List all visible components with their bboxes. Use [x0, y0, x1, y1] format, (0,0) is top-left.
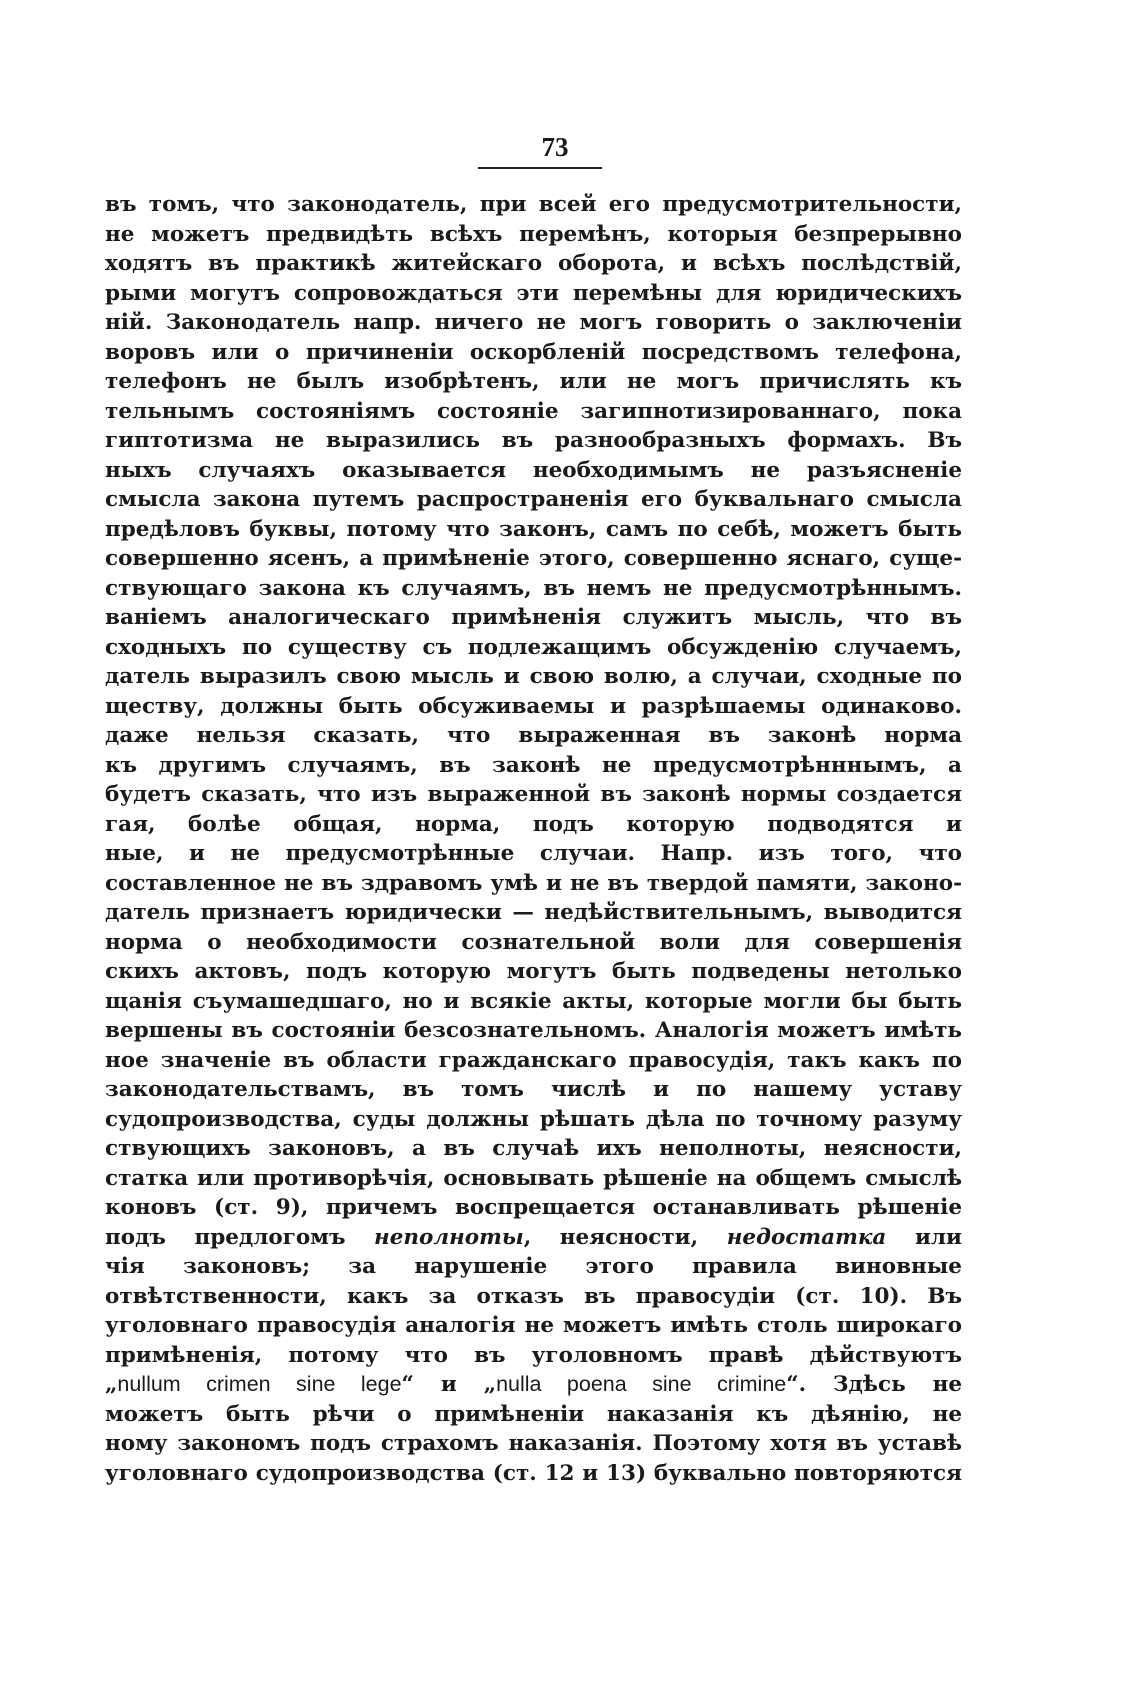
text-line: тельнымъ состояніямъ состояніе загипнотизированнаго, пока: [105, 398, 962, 424]
text-line: коновъ (ст. 9), причемъ воспрещается останавливать рѣшеніе: [105, 1195, 962, 1220]
text-line: датель выразилъ свою мысль и свою волю, а случаи, сходные по: [105, 664, 962, 689]
body-text: [105, 190, 962, 1488]
latin-maxim: nulla poena sine crimine: [496, 1372, 787, 1396]
italic-term: неполноты: [374, 1224, 524, 1250]
italic-term: недостатка: [726, 1224, 887, 1250]
text-line: ществу, должны быть обсуживаемы и разрѣшаемы одинаково.: [105, 693, 962, 719]
text-line: ній. Законодатель напр. ничего не могъ говорить о заключеніи: [105, 310, 962, 335]
text-line: ные, и не предусмотрѣнные случаи. Напр. изъ того, что: [105, 841, 962, 866]
text-line: щанія съумашедшаго, но и всякіе акты, которые могли бы быть: [105, 988, 962, 1014]
text-line: телефонъ не былъ изобрѣтенъ, или не могъ причислять къ: [105, 369, 962, 394]
text-line: примѣненія, потому что въ уголовномъ правѣ дѣйствуютъ: [105, 1342, 962, 1368]
text-fragment: “. Здѣсь не: [786, 1372, 962, 1397]
text-line: скихъ актовъ, подъ которую могутъ быть подведены нетолько: [105, 959, 962, 984]
text-line: ному закономъ подъ страхомъ наказанія. Поэтому хотя въ уставѣ: [105, 1431, 962, 1456]
text-line: отвѣтственности, какъ за отказъ въ правосудіи (ст. 10). Въ: [105, 1283, 962, 1309]
text-line-with-latin: [105, 1370, 962, 1400]
text-line: смысла закона путемъ распространенія его буквальнаго смысла: [105, 487, 962, 512]
text-line: ныхъ случаяхъ оказывается необходимымъ не разъясненіе: [105, 457, 962, 483]
text-line: ствующаго закона къ случаямъ, въ немъ не предусмотрѣннымъ.: [105, 575, 962, 601]
text-line: законодательствамъ, въ томъ числѣ и по нашему уставу: [105, 1077, 962, 1102]
text-line: ваніемъ аналогическаго примѣненія служитъ мысль, что въ: [105, 605, 962, 630]
text-fragment: или: [914, 1224, 962, 1250]
text-line: уголовнаго судопроизводства (ст. 12 и 13) буквально повторяются: [105, 1460, 962, 1486]
header-rule: [478, 167, 602, 169]
text-line: не можетъ предвидѣть всѣхъ перемѣнъ, которыя безпрерывно: [105, 221, 962, 247]
text-line: чія законовъ; за нарушеніе этого правила виновные: [105, 1254, 962, 1279]
text-line: совершенно ясенъ, а примѣненіе этого, совершенно яснаго, суще-: [105, 546, 962, 571]
text-line: воровъ или о причиненіи оскорбленій посредствомъ телефона,: [105, 339, 962, 365]
text-line: даже нельзя сказать, что выраженная въ законѣ норма: [105, 723, 962, 748]
text-fragment: “ и „: [401, 1372, 497, 1397]
text-line: вершены въ состояніи безсознательномъ. Аналогія можетъ имѣть: [105, 1018, 962, 1043]
text-line: можетъ быть рѣчи о примѣненіи наказанія къ дѣянію, не: [105, 1401, 962, 1427]
text-fragment: , неясности,: [523, 1224, 727, 1250]
text-line: въ томъ, что законодатель, при всей его предусмотрительности,: [105, 192, 962, 217]
text-line: гая, болѣе общая, норма, подъ которую подводятся и: [105, 811, 962, 837]
text-line: гиптотизма не выразились въ разнообразныхъ формахъ. Въ: [105, 428, 962, 453]
text-line-with-italics: [105, 1223, 962, 1253]
text-line: сходныхъ по существу съ подлежащимъ обсужденію случаемъ,: [105, 634, 962, 660]
text-line: судопроизводства, суды должны рѣшать дѣла по точному разуму: [105, 1106, 962, 1132]
text-line: будетъ сказать, что изъ выраженной въ законѣ нормы создается: [105, 782, 962, 807]
text-fragment: „: [105, 1372, 118, 1397]
text-fragment: подъ предлогомъ: [105, 1224, 375, 1250]
text-line: ствующихъ законовъ, а въ случаѣ ихъ неполноты, неясности,: [105, 1136, 962, 1161]
text-line: составленное не въ здравомъ умѣ и не въ твердой памяти, законо-: [105, 870, 962, 896]
text-line: датель признаетъ юридически — недѣйствительнымъ, выводится: [105, 900, 962, 925]
text-line: ходятъ въ практикѣ житейскаго оборота, и всѣхъ послѣдствій,: [105, 251, 962, 276]
text-line: уголовнаго правосудія аналогія не можетъ имѣть столь широкаго: [105, 1313, 962, 1338]
text-line: рыми могутъ сопровождаться эти перемѣны для юридическихъ: [105, 280, 962, 306]
text-line: къ другимъ случаямъ, въ законѣ не предусмотрѣнннымъ, а: [105, 752, 962, 778]
text-line: норма о необходимости сознательной воли для совершенія: [105, 929, 962, 955]
text-line: статка или противорѣчія, основывать рѣшеніе на общемъ смыслѣ: [105, 1165, 962, 1191]
latin-maxim: nullum crimen sine lege: [117, 1372, 402, 1396]
text-line: ное значеніе въ области гражданскаго правосудія, такъ какъ по: [105, 1047, 962, 1073]
page-number: 73: [541, 132, 569, 162]
text-line: предѣловъ буквы, потому что законъ, самъ по себѣ, можетъ быть: [105, 516, 962, 542]
